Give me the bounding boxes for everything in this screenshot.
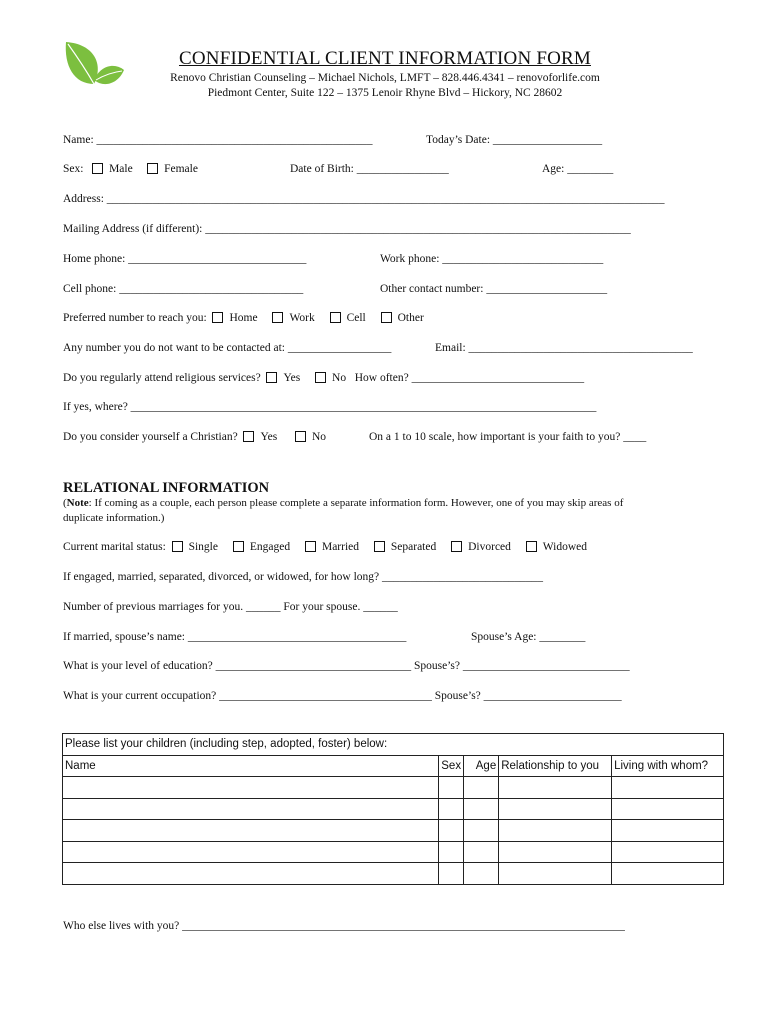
living-with-cell[interactable] — [612, 841, 724, 863]
marital-label: Current marital status: — [63, 541, 166, 553]
table-row — [63, 841, 724, 863]
sex-cell[interactable] — [439, 820, 464, 842]
how-often-field[interactable]: How often? ______________________________ — [354, 372, 585, 384]
children-table-caption: Please list your children (including step, adopted, foster) below: — [63, 734, 724, 756]
note-bold: Note — [66, 497, 89, 509]
header-contact-line: Renovo Christian Counseling – Michael Nichols, LMFT – 828.446.4341 – renovoforlife.com — [170, 72, 600, 84]
sex-cell[interactable] — [439, 798, 464, 820]
children-table-header — [63, 755, 724, 777]
relationship-cell[interactable] — [499, 820, 612, 842]
name-cell[interactable] — [63, 798, 439, 820]
table-row — [63, 777, 724, 799]
sex-male-label: Male — [109, 163, 133, 175]
name-field[interactable]: Name: ________________________________________________ — [63, 134, 373, 146]
spouse-name-field[interactable]: If married, spouse’s name: ______________________________________ — [63, 631, 407, 643]
todays-date-field[interactable]: Today’s Date: ___________________ — [426, 134, 603, 146]
column-header: Relationship to you — [499, 755, 612, 777]
living-with-cell[interactable] — [612, 863, 724, 885]
preferred-home-checkbox[interactable] — [212, 312, 223, 323]
faith-scale-field[interactable]: On a 1 to 10 scale, how important is your faith to you? ____ — [369, 431, 647, 443]
spouse-age-field[interactable]: Spouse’s Age: ________ — [471, 631, 586, 643]
age-cell[interactable] — [464, 777, 499, 799]
marital-widowed-checkbox[interactable] — [526, 541, 537, 552]
religious-row — [63, 372, 584, 384]
religious-yes-label: Yes — [283, 372, 301, 384]
note-open: ( — [63, 497, 67, 509]
marital-option: Divorced — [468, 541, 511, 553]
relationship-cell[interactable] — [499, 798, 612, 820]
column-header: Age — [464, 755, 499, 777]
christian-no-checkbox[interactable] — [295, 431, 306, 442]
relationship-cell[interactable] — [499, 863, 612, 885]
age-cell[interactable] — [464, 820, 499, 842]
preferred-other-checkbox[interactable] — [381, 312, 392, 323]
age-field[interactable]: Age: ________ — [542, 163, 614, 175]
preferred-label: Preferred number to reach you: — [63, 312, 207, 324]
form-title: CONFIDENTIAL CLIENT INFORMATION FORM — [178, 48, 591, 69]
sex-row — [63, 163, 198, 175]
marital-option: Separated — [390, 541, 437, 553]
christian-question: Do you consider yourself a Christian? — [63, 431, 238, 443]
preferred-cell-checkbox[interactable] — [330, 312, 341, 323]
religious-question: Do you regularly attend religious services? — [63, 372, 261, 384]
christian-no-label: No — [311, 431, 326, 443]
marital-separated-checkbox[interactable] — [374, 541, 385, 552]
sex-male-checkbox[interactable] — [92, 163, 103, 174]
work-phone-field[interactable]: Work phone: ____________________________ — [380, 253, 604, 265]
christian-yes-label: Yes — [260, 431, 278, 443]
marital-divorced-checkbox[interactable] — [451, 541, 462, 552]
name-cell[interactable] — [63, 777, 439, 799]
sex-cell[interactable] — [439, 863, 464, 885]
sex-cell[interactable] — [439, 777, 464, 799]
marital-option: Engaged — [249, 541, 291, 553]
where-field[interactable]: If yes, where? _________________________________________________________________________________ — [63, 401, 597, 413]
header-address-line: Piedmont Center, Suite 122 – 1375 Lenoir Rhyne Blvd – Hickory, NC 28602 — [207, 87, 563, 99]
occupation-field[interactable]: What is your current occupation? _____________________________________ Spouse’s? ________________________ — [63, 690, 622, 702]
email-field[interactable]: Email: _______________________________________ — [435, 342, 693, 354]
age-cell[interactable] — [464, 863, 499, 885]
relationship-cell[interactable] — [499, 777, 612, 799]
preferred-work-label: Work — [289, 312, 315, 324]
cell-phone-field[interactable]: Cell phone: ________________________________ — [63, 283, 304, 295]
marital-option: Widowed — [542, 541, 588, 553]
age-cell[interactable] — [464, 798, 499, 820]
sex-female-checkbox[interactable] — [147, 163, 158, 174]
education-field[interactable]: What is your level of education? __________________________________ Spouse’s? _____________________________ — [63, 660, 630, 672]
home-phone-field[interactable]: Home phone: _______________________________ — [63, 253, 307, 265]
marital-option: Single — [188, 541, 218, 553]
relational-section-title: RELATIONAL INFORMATION — [63, 480, 270, 496]
name-cell[interactable] — [63, 863, 439, 885]
address-field[interactable]: Address: _________________________________________________________________________________________________ — [63, 193, 665, 205]
column-header: Name — [63, 755, 439, 777]
religious-yes-checkbox[interactable] — [266, 372, 277, 383]
name-cell[interactable] — [63, 841, 439, 863]
sex-cell[interactable] — [439, 841, 464, 863]
table-row — [63, 798, 724, 820]
mailing-address-field[interactable]: Mailing Address (if different): __________________________________________________________________________ — [63, 223, 631, 235]
marital-status-row — [63, 541, 587, 553]
living-with-cell[interactable] — [612, 820, 724, 842]
preferred-cell-label: Cell — [346, 312, 366, 324]
marital-single-checkbox[interactable] — [172, 541, 183, 552]
age-cell[interactable] — [464, 841, 499, 863]
dob-field[interactable]: Date of Birth: ________________ — [290, 163, 449, 175]
name-cell[interactable] — [63, 820, 439, 842]
table-row — [63, 863, 724, 885]
living-with-cell[interactable] — [612, 777, 724, 799]
sex-female-label: Female — [164, 163, 198, 175]
relationship-cell[interactable] — [499, 841, 612, 863]
religious-no-label: No — [332, 372, 347, 384]
how-long-field[interactable]: If engaged, married, separated, divorced, or widowed, for how long? ____________________________ — [63, 571, 544, 583]
who-else-lives-field[interactable]: Who else lives with you? _____________________________________________________________________________ — [63, 920, 625, 932]
other-contact-field[interactable]: Other contact number: _____________________ — [380, 283, 608, 295]
marital-option: Married — [321, 541, 360, 553]
table-row — [63, 820, 724, 842]
no-contact-field[interactable]: Any number you do not want to be contacted at: __________________ — [63, 342, 392, 354]
preferred-home-label: Home — [229, 312, 258, 324]
sex-label: Sex: — [63, 163, 84, 175]
column-header: Sex — [439, 755, 464, 777]
column-header: Living with whom? — [612, 755, 724, 777]
note-line2: duplicate information.) — [63, 512, 165, 524]
christian-row — [63, 431, 326, 443]
previous-marriages-field[interactable]: Number of previous marriages for you. ______ For your spouse. ______ — [63, 601, 398, 613]
christian-yes-checkbox[interactable] — [243, 431, 254, 442]
preferred-work-checkbox[interactable] — [272, 312, 283, 323]
living-with-cell[interactable] — [612, 798, 724, 820]
marital-engaged-checkbox[interactable] — [233, 541, 244, 552]
religious-no-checkbox[interactable] — [315, 372, 326, 383]
preferred-other-label: Other — [397, 312, 424, 324]
marital-married-checkbox[interactable] — [305, 541, 316, 552]
note-line1: : If coming as a couple, each person please complete a separate information form. However, one of you may skip areas of — [88, 497, 624, 509]
preferred-number-row — [63, 312, 424, 324]
children-table — [62, 733, 724, 885]
relational-note — [63, 497, 623, 509]
